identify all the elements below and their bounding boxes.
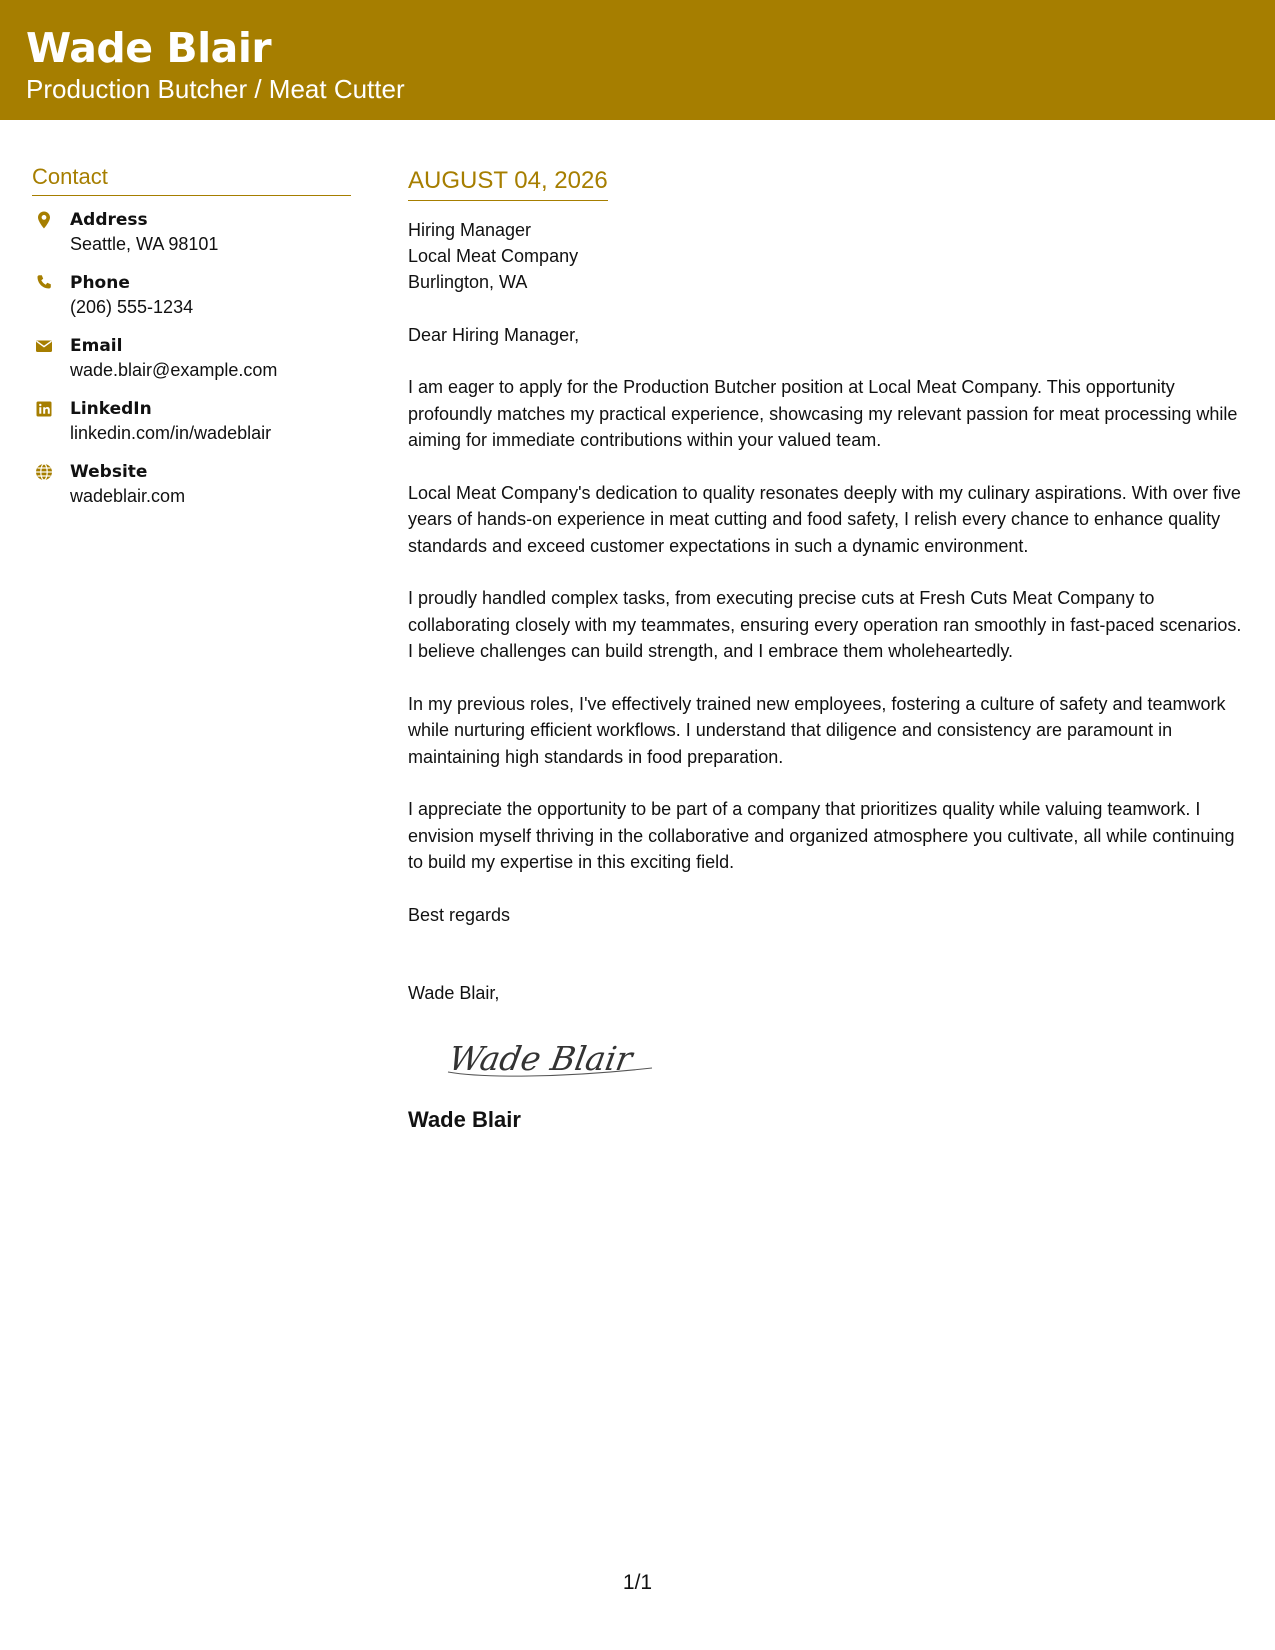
letter-paragraph: I proudly handled complex tasks, from executing precise cuts at Fresh Cuts Meat Company to collaborating closely with my teammates, ensuring every operation ran smoothly in fast-paced scenarios. I believe challenges can build strength, and I embrace them wholeheartedly. (408, 588, 1242, 661)
contact-label: Website (70, 462, 148, 482)
map-pin-icon (34, 210, 54, 230)
contact-list (32, 208, 351, 523)
applicant-name: Wade Blair (26, 24, 272, 72)
recipient-line: Hiring Manager (408, 220, 532, 240)
contact-label: Phone (70, 273, 130, 293)
contact-label: Address (70, 210, 148, 230)
signature-name: Wade Blair (408, 1106, 521, 1132)
contact-value: wade.blair@example.com (70, 360, 278, 380)
closing: Best regards (408, 904, 511, 925)
contact-item-linkedin (32, 397, 351, 460)
contact-item-phone (32, 271, 351, 334)
page-number: 1/1 (622, 1571, 653, 1594)
envelope-icon (34, 336, 54, 356)
globe-icon (34, 462, 54, 482)
letter-paragraph: I am eager to apply for the Production Butcher position at Local Meat Company. This opportunity profoundly matches my practical experience, showcasing my relevant passion for meat processing while aiming for immediate contributions within your valued team. (408, 377, 1238, 450)
recipient-line: Local Meat Company (408, 246, 579, 266)
letter-paragraph: Local Meat Company's dedication to quality resonates deeply with my culinary aspirations. With over five years of hands-on experience in meat cutting and food safety, I relish every chance to enhance quality standards and exceed customer expectations in such a dynamic environment. (408, 482, 1241, 556)
signoff: Wade Blair, (408, 982, 500, 1003)
phone-icon (34, 273, 54, 293)
contact-value: (206) 555-1234 (70, 297, 194, 317)
linkedin-icon (34, 399, 54, 419)
contact-sidebar (32, 163, 351, 523)
letter-date: AUGUST 04, 2026 (408, 166, 608, 201)
contact-item-website (32, 460, 351, 523)
contact-value: Seattle, WA 98101 (70, 234, 219, 254)
svg-text:Wade Blair: Wade Blair (445, 1038, 636, 1078)
contact-label: Email (70, 336, 123, 356)
letter-body (408, 166, 1248, 1134)
contact-value: wadeblair.com (70, 486, 186, 506)
contact-item-address (32, 208, 351, 271)
letter-paragraph: I appreciate the opportunity to be part of a company that prioritizes quality while valuing teamwork. I envision myself thriving in the collaborative and organized atmosphere you cultivate, all while continuing to build my expertise in this exciting field. (408, 799, 1235, 872)
recipient-line: Burlington, WA (408, 272, 528, 292)
header-banner (0, 0, 1275, 120)
letter-paragraph: In my previous roles, I've effectively trained new employees, fostering a culture of safety and teamwork while nurturing efficient workflows. I understand that diligence and consistency are paramount in maintaining high standards in food preparation. (408, 693, 1226, 767)
greeting: Dear Hiring Manager, (408, 325, 580, 345)
handwritten-signature (442, 1032, 662, 1084)
contact-value: linkedin.com/in/wadeblair (70, 423, 272, 443)
contact-label: LinkedIn (70, 399, 152, 419)
recipient-block (408, 217, 1248, 295)
applicant-role: Production Butcher / Meat Cutter (26, 74, 405, 104)
contact-item-email (32, 334, 351, 397)
contact-section-title: Contact (32, 163, 351, 196)
